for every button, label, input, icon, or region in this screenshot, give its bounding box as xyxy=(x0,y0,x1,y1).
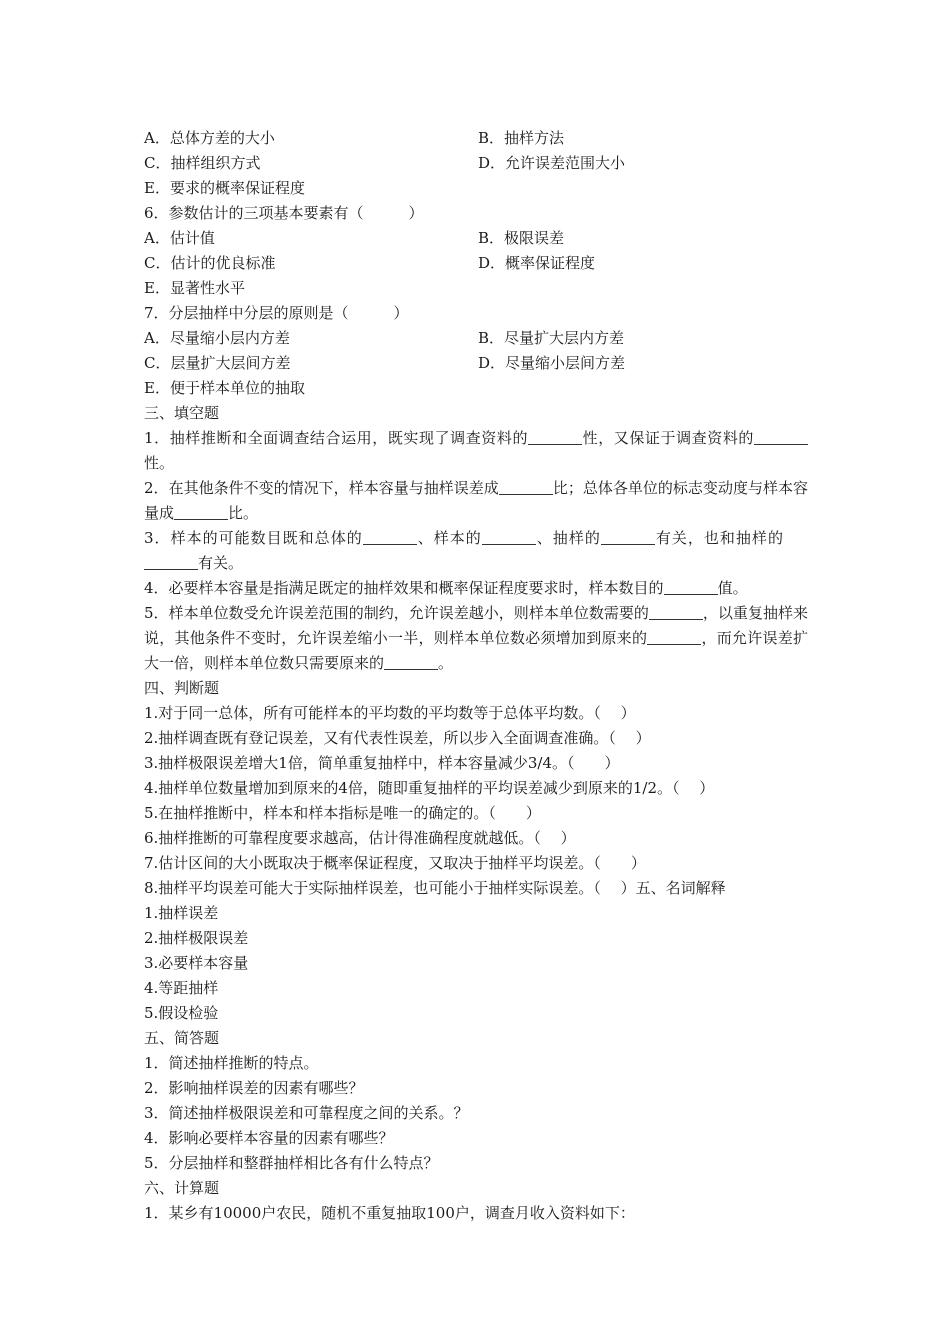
question-stem: 6．参数估计的三项基本要素有（ ） xyxy=(144,204,424,222)
answer-blank xyxy=(754,429,808,445)
calc-question: 1．某乡有10000户农民，随机不重复抽取100户，调查月收入资料如下： xyxy=(144,1204,635,1222)
answer-blank xyxy=(664,579,718,595)
answer-blank xyxy=(144,554,198,570)
answer-blank xyxy=(482,529,536,545)
q5-options-row-cd xyxy=(144,151,808,176)
q7-options-row-cd xyxy=(144,351,808,376)
answer-blank xyxy=(528,429,582,445)
short-question: 2．影响抽样误差的因素有哪些？ xyxy=(144,1079,364,1097)
option-a: A．总体方差的大小 xyxy=(144,129,275,147)
judge-item: 7.估计区间的大小既取决于概率保证程度，又取决于抽样平均误差。（ ） xyxy=(144,854,646,872)
option-a: A．估计值 xyxy=(144,229,215,247)
fill-question-4: 4．必要样本容量是指满足既定的抽样效果和概率保证程度要求时，样本数目的 值。 xyxy=(144,579,748,597)
judge-item: 6.抽样推断的可靠程度要求越高，估计得准确程度就越低。（ ） xyxy=(144,829,576,847)
q6-options-row-cd xyxy=(144,251,808,276)
q6-options-row-ab xyxy=(144,226,808,251)
answer-blank xyxy=(649,604,703,620)
option-d: D．尽量缩小层间方差 xyxy=(478,354,626,372)
answer-blank xyxy=(601,529,655,545)
document-body xyxy=(144,126,808,1226)
fill-question-5: 5．样本单位数受允许误差范围的制约，允许误差越小，则样本单位数需要的 ，以重复抽样来说，其他条件不变时，允许误差缩小一半，则样本单位数必须增加到原来的 ，而允许误差扩大一倍，则样本单位数只需要原来的 。 xyxy=(144,604,808,672)
short-question: 3．简述抽样极限误差和可靠程度之间的关系。？ xyxy=(144,1104,469,1122)
judge-item: 5.在抽样推断中，样本和样本指标是唯一的确定的。（ ） xyxy=(144,804,541,822)
option-e: E．显著性水平 xyxy=(144,279,245,297)
option-c: C．抽样组织方式 xyxy=(144,154,261,172)
answer-blank xyxy=(647,629,701,645)
term-item: 4.等距抽样 xyxy=(144,979,219,997)
option-e: E．要求的概率保证程度 xyxy=(144,179,305,197)
section-heading-short: 五、简答题 xyxy=(144,1029,220,1047)
option-b: B．抽样方法 xyxy=(478,129,565,147)
option-c: C．层量扩大层间方差 xyxy=(144,354,291,372)
judge-item: 4.抽样单位数量增加到原来的4倍，随即重复抽样的平均误差减少到原来的1/2。（ ） xyxy=(144,779,715,797)
q7-options-row-ab xyxy=(144,326,808,351)
judge-item: 8.抽样平均误差可能大于实际抽样误差，也可能小于抽样实际误差。（ ）五、名词解释 xyxy=(144,879,726,897)
option-a: A．尽量缩小层内方差 xyxy=(144,329,290,347)
section-heading-judge: 四、判断题 xyxy=(144,679,220,697)
option-e: E．便于样本单位的抽取 xyxy=(144,379,305,397)
term-item: 2.抽样极限误差 xyxy=(144,929,249,947)
answer-blank xyxy=(363,529,417,545)
answer-blank xyxy=(499,479,553,495)
term-item: 3.必要样本容量 xyxy=(144,954,249,972)
fill-question-1: 1．抽样推断和全面调查结合运用，既实现了调查资料的 性，又保证于调查资料的性。 xyxy=(144,426,808,476)
option-d: D．允许误差范围大小 xyxy=(478,154,626,172)
option-d: D．概率保证程度 xyxy=(478,254,596,272)
q5-options-row-ab xyxy=(144,126,808,151)
short-question: 1．简述抽样推断的特点。 xyxy=(144,1054,319,1072)
answer-blank xyxy=(174,504,228,520)
short-question: 5．分层抽样和整群抽样相比各有什么特点？ xyxy=(144,1154,439,1172)
option-c: C．估计的优良标准 xyxy=(144,254,276,272)
term-item: 1.抽样误差 xyxy=(144,904,219,922)
judge-item: 3.抽样极限误差增大1倍，简单重复抽样中，样本容量减少3/4。（ ） xyxy=(144,754,620,772)
section-heading-fill: 三、填空题 xyxy=(144,404,220,422)
section-heading-calc: 六、计算题 xyxy=(144,1179,220,1197)
judge-item: 1.对于同一总体，所有可能样本的平均数的平均数等于总体平均数。（ ） xyxy=(144,704,636,722)
option-b: B．尽量扩大层内方差 xyxy=(478,329,625,347)
answer-blank xyxy=(384,654,438,670)
question-stem: 7．分层抽样中分层的原则是（ ） xyxy=(144,304,409,322)
term-item: 5.假设检验 xyxy=(144,1004,219,1022)
judge-item: 2.抽样调查既有登记误差，又有代表性误差，所以步入全面调查准确。（ ） xyxy=(144,729,651,747)
option-b: B．极限误差 xyxy=(478,229,565,247)
short-question: 4．影响必要样本容量的因素有哪些？ xyxy=(144,1129,394,1147)
fill-question-3: 3．样本的可能数目既和总体的 、样本的 、抽样的 有关，也和抽样的有关。 xyxy=(144,529,784,572)
fill-question-2: 2．在其他条件不变的情况下，样本容量与抽样误差成 比；总体各单位的标志变动度与样本容量成 比。 xyxy=(144,479,808,522)
